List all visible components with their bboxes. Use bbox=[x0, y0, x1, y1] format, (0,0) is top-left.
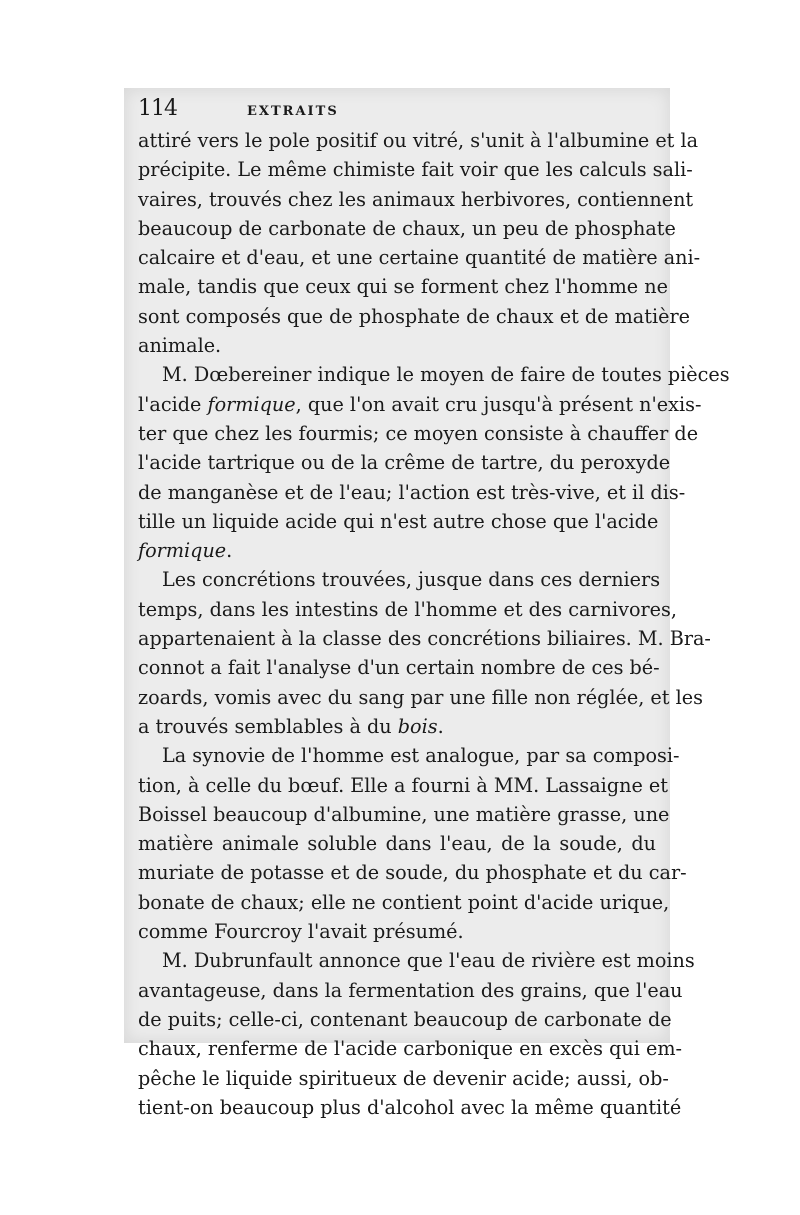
text-line: comme Fourcroy l'avait présumé. bbox=[138, 920, 464, 944]
text-segment: l'acide bbox=[138, 392, 208, 416]
text-segment: . bbox=[226, 539, 233, 563]
text-line bbox=[138, 712, 656, 741]
text-line: attiré vers le pole positif ou vitré, s'unit à l'albumine et la bbox=[138, 129, 699, 152]
text-line: Les concrétions trouvées, jusque dans ces derniers bbox=[162, 568, 661, 592]
text-line: M. Dœbereiner indique le moyen de faire de toutes pièces bbox=[162, 363, 730, 387]
text-line: de manganèse et de l'eau; l'action est très-vive, et il dis- bbox=[138, 480, 686, 504]
text-line: male, tandis que ceux qui se forment chez l'homme ne bbox=[138, 275, 668, 299]
book-page bbox=[138, 96, 730, 1122]
text-line: muriate de potasse et de soude, du phosphate et du car- bbox=[138, 861, 687, 885]
body-text bbox=[138, 126, 730, 1122]
text-line: appartenaient à la classe des concrétions biliaires. M. Bra- bbox=[138, 627, 711, 651]
text-line: vaires, trouvés chez les animaux herbivores, contiennent bbox=[138, 187, 694, 211]
text-line: animale. bbox=[138, 334, 222, 358]
text-line: sont composés que de phosphate de chaux et de matière bbox=[138, 304, 690, 328]
text-segment: . bbox=[437, 714, 444, 738]
text-line: chaux, renferme de l'acide carbonique en excès qui em- bbox=[138, 1037, 683, 1061]
text-line bbox=[138, 390, 702, 419]
text-segment: , que l'on avait cru jusqu'à présent n'exis- bbox=[295, 392, 702, 416]
text-line: calcaire et d'eau, et une certaine quantité de matière ani- bbox=[138, 246, 701, 270]
text-line: tion, à celle du bœuf. Elle a fourni à MM. Lassaigne et bbox=[138, 773, 668, 797]
page-header bbox=[138, 96, 656, 126]
text-line: M. Dubrunfault annonce que l'eau de rivière est moins bbox=[162, 949, 695, 973]
text-line: tient-on beaucoup plus d'alcohol avec la même quantité bbox=[138, 1095, 682, 1119]
text-line: de puits; celle-ci, contenant beaucoup de carbonate de bbox=[138, 1007, 672, 1031]
text-line: pêche le liquide spiritueux de devenir acide; aussi, ob- bbox=[138, 1066, 669, 1090]
text-line: La synovie de l'homme est analogue, par sa composi- bbox=[162, 744, 680, 768]
text-line: connot a fait l'analyse d'un certain nombre de ces bé- bbox=[138, 656, 660, 680]
text-segment: a trouvés semblables à du bbox=[138, 714, 398, 738]
text-line: avantageuse, dans la fermentation des grains, que l'eau bbox=[138, 978, 683, 1002]
italic-term: formique bbox=[138, 539, 227, 563]
text-line: tille un liquide acide qui n'est autre chose que l'acide bbox=[138, 509, 659, 533]
text-line: bonate de chaux; elle ne contient point d'acide urique, bbox=[138, 890, 670, 914]
italic-term: bois bbox=[397, 714, 438, 738]
page-number: 114 bbox=[138, 96, 177, 121]
text-line: Boissel beaucoup d'albumine, une matière grasse, une bbox=[138, 802, 670, 826]
text-line: l'acide tartrique ou de la crême de tartre, du peroxyde bbox=[138, 451, 671, 475]
text-line: beaucoup de carbonate de chaux, un peu de phosphate bbox=[138, 216, 676, 240]
text-line: ter que chez les fourmis; ce moyen consiste à chauffer de bbox=[138, 421, 699, 445]
running-head: EXTRAITS bbox=[247, 104, 339, 119]
text-line: matière animale soluble dans l'eau, de la soude, du bbox=[138, 832, 656, 856]
text-line: temps, dans les intestins de l'homme et des carnivores, bbox=[138, 597, 677, 621]
text-line: précipite. Le même chimiste fait voir que les calculs sali- bbox=[138, 158, 693, 182]
text-line: zoards, vomis avec du sang par une fille non réglée, et les bbox=[138, 685, 703, 709]
text-line bbox=[138, 536, 656, 565]
italic-term: formique bbox=[207, 392, 296, 416]
